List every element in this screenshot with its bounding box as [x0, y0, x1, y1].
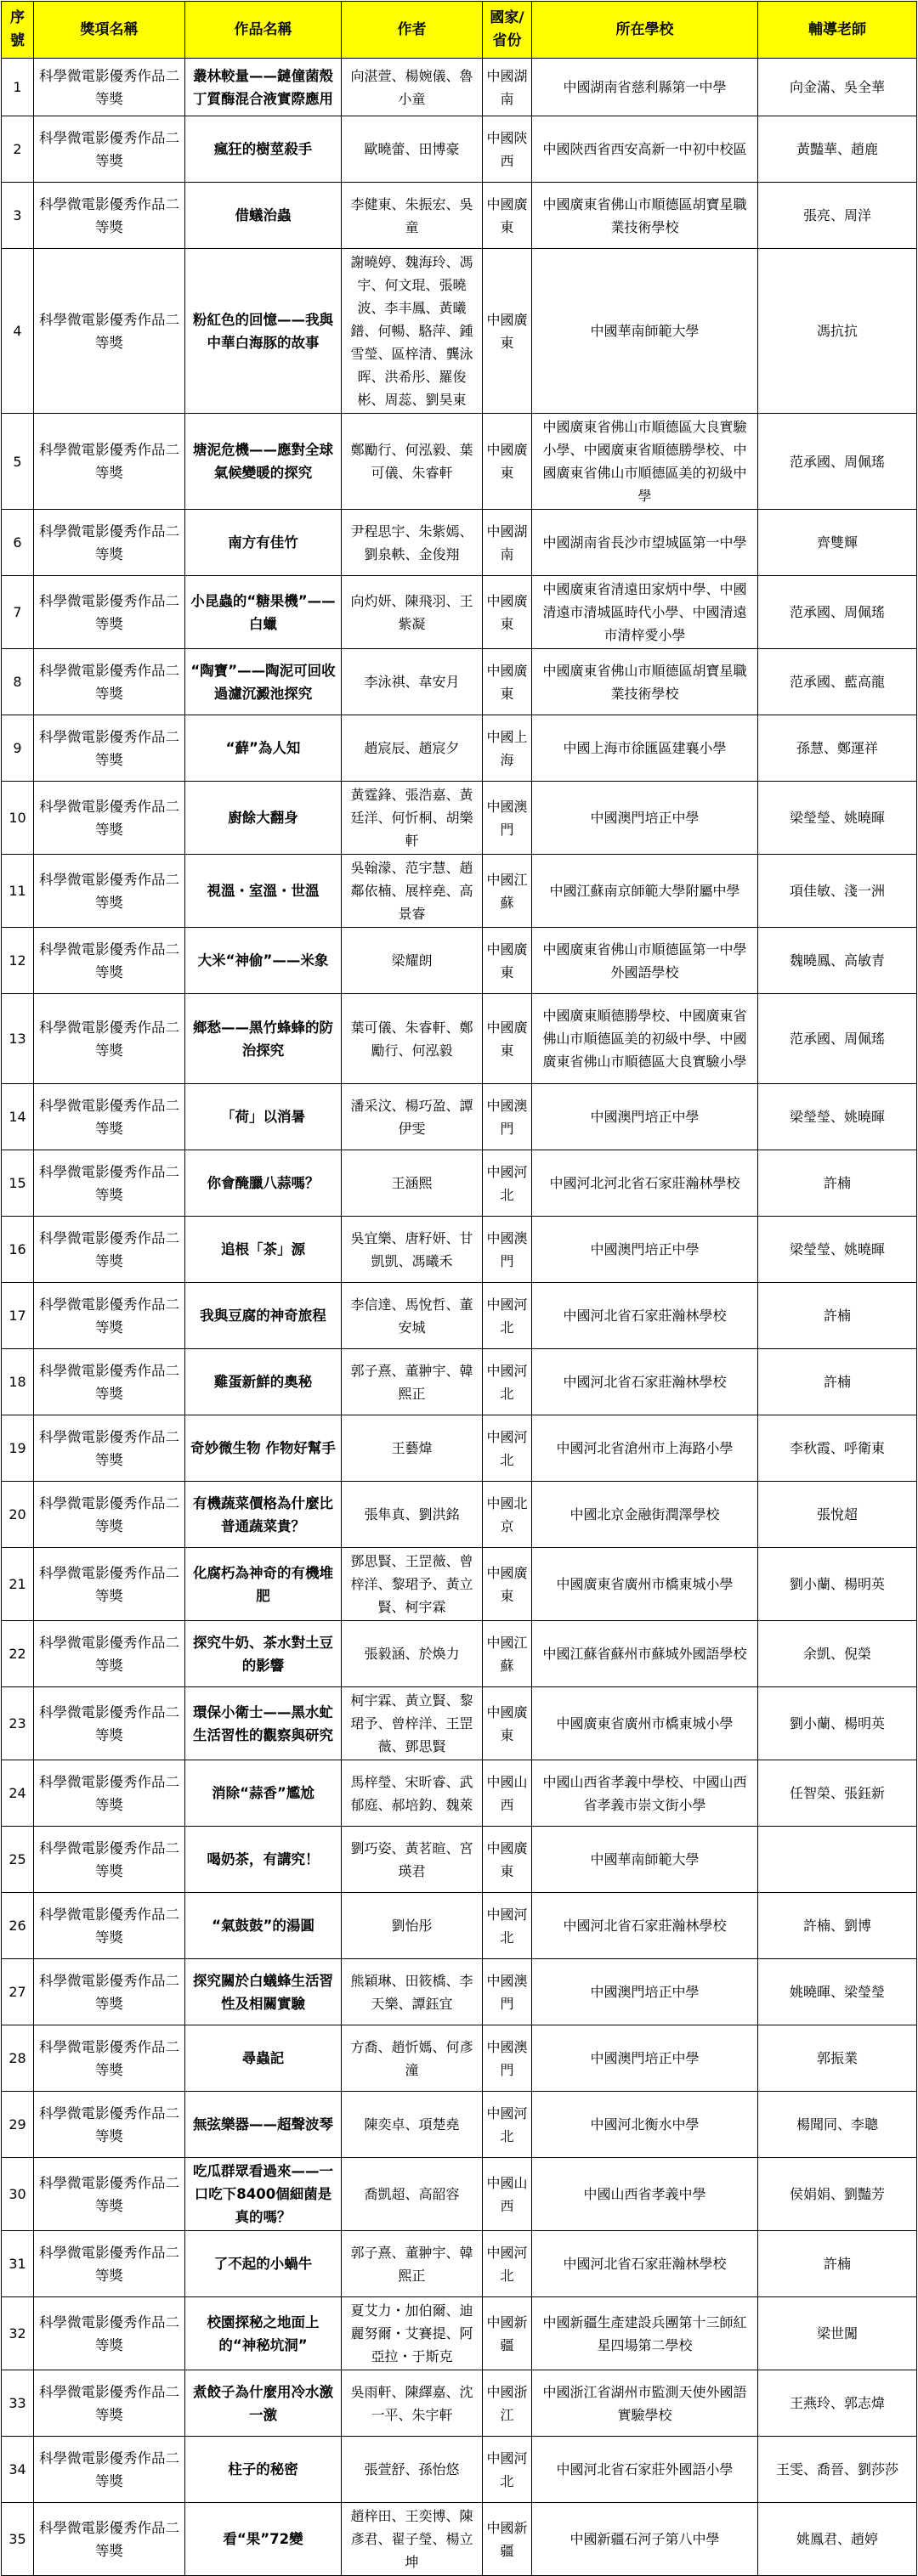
- cell-award: 科學微電影優秀作品二等獎: [34, 1283, 185, 1349]
- cell-school: 中國河北省石家莊瀚林學校: [532, 1349, 758, 1415]
- cell-country: 中國河北: [483, 2092, 532, 2158]
- cell-teacher: 梁瑩瑩、姚曉暉: [758, 1084, 917, 1150]
- cell-country: 中國廣東: [483, 994, 532, 1084]
- cell-author: 馬梓瑩、宋昕睿、武郁庭、郝培鈞、魏萊: [342, 1760, 483, 1827]
- cell-school: 中國廣東省佛山市順德區大良實驗小學、中國廣東省順德勝學校、中國廣東省佛山市順德區美的初級中學: [532, 414, 758, 510]
- cell-no: 1: [2, 59, 34, 116]
- cell-teacher: 許楠: [758, 1349, 917, 1415]
- cell-no: 11: [2, 855, 34, 928]
- cell-author: 李泳祺、韋安月: [342, 649, 483, 715]
- table-row: [2, 1760, 917, 1827]
- cell-no: 32: [2, 2297, 34, 2370]
- cell-work: “蘚”為人知: [185, 715, 342, 782]
- header-author: 作者: [342, 2, 483, 59]
- cell-award: 科學微電影優秀作品二等獎: [34, 1548, 185, 1621]
- cell-award: 科學微電影優秀作品二等獎: [34, 715, 185, 782]
- cell-author: 陳奕卓、項楚堯: [342, 2092, 483, 2158]
- cell-author: 劉巧姿、黃茗暄、宮瑛君: [342, 1827, 483, 1893]
- cell-no: 3: [2, 183, 34, 249]
- cell-school: 中國浙江省湖州市監測天使外國語實驗學校: [532, 2370, 758, 2437]
- cell-country: 中國河北: [483, 1283, 532, 1349]
- cell-school: 中國江蘇南京師範大學附屬中學: [532, 855, 758, 928]
- cell-teacher: 姚鳳君、趙婷: [758, 2503, 917, 2576]
- cell-school: 中國河北河北省石家莊瀚林學校: [532, 1150, 758, 1217]
- cell-award: 科學微電影優秀作品二等獎: [34, 1959, 185, 2025]
- cell-no: 9: [2, 715, 34, 782]
- cell-award: 科學微電影優秀作品二等獎: [34, 510, 185, 576]
- cell-work: 叢林較量——鏈僮菌殼丁質酶混合液實際應用: [185, 59, 342, 116]
- cell-country: 中國廣東: [483, 414, 532, 510]
- cell-no: 16: [2, 1217, 34, 1283]
- cell-award: 科學微電影優秀作品二等獎: [34, 994, 185, 1084]
- cell-no: 24: [2, 1760, 34, 1827]
- cell-author: 潘采汶、楊巧盈、譚伊雯: [342, 1084, 483, 1150]
- cell-no: 19: [2, 1415, 34, 1482]
- cell-author: 吳宜樂、唐籽妍、甘凱凱、馮曦禾: [342, 1217, 483, 1283]
- table-row: [2, 2158, 917, 2231]
- cell-author: 吳雨軒、陳繹嘉、沈一平、朱宇軒: [342, 2370, 483, 2437]
- cell-country: 中國上海: [483, 715, 532, 782]
- cell-school: 中國華南師範大學: [532, 249, 758, 414]
- cell-author: 向灼妍、陳飛羽、王紫凝: [342, 576, 483, 649]
- cell-country: 中國澳門: [483, 782, 532, 855]
- cell-no: 21: [2, 1548, 34, 1621]
- cell-no: 12: [2, 928, 34, 994]
- table-row: [2, 1217, 917, 1283]
- cell-teacher: 梁瑩瑩、姚曉暉: [758, 782, 917, 855]
- cell-work: 喝奶茶，有講究！: [185, 1827, 342, 1893]
- cell-no: 23: [2, 1687, 34, 1760]
- cell-award: 科學微電影優秀作品二等獎: [34, 1687, 185, 1760]
- cell-school: 中國河北衡水中學: [532, 2092, 758, 2158]
- cell-school: 中國新疆石河子第八中學: [532, 2503, 758, 2576]
- cell-teacher: 許楠: [758, 1150, 917, 1217]
- table-row: [2, 116, 917, 183]
- cell-work: 我與豆腐的神奇旅程: [185, 1283, 342, 1349]
- cell-no: 14: [2, 1084, 34, 1150]
- cell-work: 瘋狂的樹莖殺手: [185, 116, 342, 183]
- cell-no: 5: [2, 414, 34, 510]
- cell-work: “陶寶”——陶泥可回收過濾沉澱池探究: [185, 649, 342, 715]
- cell-country: 中國廣東: [483, 1548, 532, 1621]
- cell-award: 科學微電影優秀作品二等獎: [34, 59, 185, 116]
- cell-school: 中國河北省滄州市上海路小學: [532, 1415, 758, 1482]
- cell-teacher: 劉小蘭、楊明英: [758, 1687, 917, 1760]
- cell-country: 中國澳門: [483, 1217, 532, 1283]
- cell-school: 中國陝西省西安高新一中初中校區: [532, 116, 758, 183]
- cell-award: 科學微電影優秀作品二等獎: [34, 1827, 185, 1893]
- cell-work: 追根「茶」源: [185, 1217, 342, 1283]
- table-row: [2, 1827, 917, 1893]
- table-row: [2, 1349, 917, 1415]
- cell-country: 中國廣東: [483, 1687, 532, 1760]
- cell-award: 科學微電影優秀作品二等獎: [34, 249, 185, 414]
- cell-work: 雞蛋新鮮的奧秘: [185, 1349, 342, 1415]
- cell-work: 視溫・室溫・世溫: [185, 855, 342, 928]
- table-row: [2, 576, 917, 649]
- cell-school: 中國北京金融街潤澤學校: [532, 1482, 758, 1548]
- table-row: [2, 1482, 917, 1548]
- cell-teacher: 劉小蘭、楊明英: [758, 1548, 917, 1621]
- cell-award: 科學微電影優秀作品二等獎: [34, 2437, 185, 2503]
- table-row: [2, 2025, 917, 2092]
- cell-author: 夏艾力・加伯爾、迪麗努爾・艾賽提、阿亞拉・于斯克: [342, 2297, 483, 2370]
- cell-author: 鄧思賢、王罡薇、曾梓洋、黎珺予、黃立賢、柯宇霖: [342, 1548, 483, 1621]
- cell-author: 王涵熙: [342, 1150, 483, 1217]
- cell-author: 歐曉蕾、田博豪: [342, 116, 483, 183]
- cell-country: 中國廣東: [483, 928, 532, 994]
- table-row: [2, 59, 917, 116]
- cell-teacher: 余凱、倪榮: [758, 1621, 917, 1687]
- cell-author: 熊穎琳、田筱橋、李天樂、譚鈺宜: [342, 1959, 483, 2025]
- cell-award: 科學微電影優秀作品二等獎: [34, 414, 185, 510]
- award-table: [1, 1, 917, 2576]
- cell-teacher: 姚曉暉、梁瑩瑩: [758, 1959, 917, 2025]
- table-row: [2, 510, 917, 576]
- table-row: [2, 1687, 917, 1760]
- cell-work: 柱子的秘密: [185, 2437, 342, 2503]
- cell-country: 中國廣東: [483, 183, 532, 249]
- cell-school: 中國河北省石家莊外國語小學: [532, 2437, 758, 2503]
- cell-teacher: 馮抗抗: [758, 249, 917, 414]
- cell-teacher: 梁世闖: [758, 2297, 917, 2370]
- cell-country: 中國湖南: [483, 59, 532, 116]
- cell-work: 粉紅色的回憶——我與中華白海豚的故事: [185, 249, 342, 414]
- cell-no: 25: [2, 1827, 34, 1893]
- cell-country: 中國北京: [483, 1482, 532, 1548]
- cell-teacher: 范承國、周佩瑤: [758, 576, 917, 649]
- cell-no: 34: [2, 2437, 34, 2503]
- header-country: 國家/省份: [483, 2, 532, 59]
- cell-author: 郭子熹、董翀宇、韓熙正: [342, 2231, 483, 2297]
- cell-no: 27: [2, 1959, 34, 2025]
- cell-author: 趙梓田、王奕博、陳彥君、翟子瑩、楊立坤: [342, 2503, 483, 2576]
- cell-award: 科學微電影優秀作品二等獎: [34, 1150, 185, 1217]
- cell-work: 你會醃臘八蒜嗎？: [185, 1150, 342, 1217]
- cell-work: 環保小衛士——黑水虻生活習性的觀察與研究: [185, 1687, 342, 1760]
- cell-work: 吃瓜群眾看過來——一口吃下8400個細菌是真的嗎？: [185, 2158, 342, 2231]
- cell-country: 中國新疆: [483, 2297, 532, 2370]
- table-row: [2, 782, 917, 855]
- cell-author: 張萱舒、孫怡悠: [342, 2437, 483, 2503]
- cell-work: 煮餃子為什麼用冷水激一激: [185, 2370, 342, 2437]
- cell-country: 中國浙江: [483, 2370, 532, 2437]
- cell-teacher: 任智榮、張鈺新: [758, 1760, 917, 1827]
- table-body: [2, 59, 917, 2576]
- table-row: [2, 1959, 917, 2025]
- cell-author: 郭子熹、董翀宇、韓熙正: [342, 1349, 483, 1415]
- header-teacher: 輔導老師: [758, 2, 917, 59]
- cell-country: 中國山西: [483, 2158, 532, 2231]
- table-row: [2, 1415, 917, 1482]
- cell-no: 33: [2, 2370, 34, 2437]
- cell-award: 科學微電影優秀作品二等獎: [34, 2297, 185, 2370]
- cell-work: 化腐朽為神奇的有機堆肥: [185, 1548, 342, 1621]
- table-row: [2, 649, 917, 715]
- cell-school: 中國廣東省佛山市順德區胡寶星職業技術學校: [532, 649, 758, 715]
- cell-teacher: 許楠、劉博: [758, 1893, 917, 1959]
- cell-school: 中國廣東順德勝學校、中國廣東省佛山市順德區美的初級中學、中國廣東省佛山市順德區大良實驗小學: [532, 994, 758, 1084]
- cell-teacher: 郭振業: [758, 2025, 917, 2092]
- cell-teacher: 孫慧、鄭運祥: [758, 715, 917, 782]
- cell-country: 中國澳門: [483, 1084, 532, 1150]
- cell-author: 趙宸辰、趙宸夕: [342, 715, 483, 782]
- cell-country: 中國河北: [483, 1349, 532, 1415]
- cell-school: 中國山西省孝義中學: [532, 2158, 758, 2231]
- cell-work: 大米“神偷”——米象: [185, 928, 342, 994]
- cell-author: 劉怡彤: [342, 1893, 483, 1959]
- cell-work: 校園探秘之地面上的“神秘坑洞”: [185, 2297, 342, 2370]
- cell-teacher: [758, 1827, 917, 1893]
- cell-work: 有機蔬菜價格為什麼比普通蔬菜貴？: [185, 1482, 342, 1548]
- table-row: [2, 1893, 917, 1959]
- cell-no: 7: [2, 576, 34, 649]
- cell-country: 中國河北: [483, 2437, 532, 2503]
- cell-award: 科學微電影優秀作品二等獎: [34, 1621, 185, 1687]
- cell-school: 中國廣東省佛山市順德區胡寶星職業技術學校: [532, 183, 758, 249]
- cell-author: 喬凱超、高韶容: [342, 2158, 483, 2231]
- cell-school: 中國江蘇省蘇州市蘇城外國語學校: [532, 1621, 758, 1687]
- cell-no: 6: [2, 510, 34, 576]
- cell-work: 借蟻治蟲: [185, 183, 342, 249]
- cell-country: 中國河北: [483, 1415, 532, 1482]
- table-row: [2, 715, 917, 782]
- cell-country: 中國廣東: [483, 649, 532, 715]
- cell-no: 18: [2, 1349, 34, 1415]
- cell-author: 向湛萱、楊婉儀、魯小童: [342, 59, 483, 116]
- cell-award: 科學微電影優秀作品二等獎: [34, 576, 185, 649]
- cell-country: 中國新疆: [483, 2503, 532, 2576]
- cell-country: 中國廣東: [483, 576, 532, 649]
- cell-award: 科學微電影優秀作品二等獎: [34, 2503, 185, 2576]
- cell-country: 中國江蘇: [483, 1621, 532, 1687]
- table-row: [2, 249, 917, 414]
- table-row: [2, 2370, 917, 2437]
- cell-school: 中國湖南省長沙市望城區第一中學: [532, 510, 758, 576]
- cell-school: 中國河北省石家莊瀚林學校: [532, 1283, 758, 1349]
- cell-no: 30: [2, 2158, 34, 2231]
- cell-award: 科學微電影優秀作品二等獎: [34, 1217, 185, 1283]
- cell-country: 中國澳門: [483, 1959, 532, 2025]
- cell-school: 中國廣東省清遠田家炳中學、中國清遠市清城區時代小學、中國清遠市清梓愛小學: [532, 576, 758, 649]
- cell-teacher: 黃豔華、趙鹿: [758, 116, 917, 183]
- cell-work: 鄉愁——黑竹蜂蜂的防治探究: [185, 994, 342, 1084]
- cell-teacher: 向金滿、吳全華: [758, 59, 917, 116]
- cell-school: 中國山西省孝義中學校、中國山西省孝義市崇文街小學: [532, 1760, 758, 1827]
- cell-author: 尹程思宇、朱紫嫣、劉泉軼、金俊翔: [342, 510, 483, 576]
- cell-no: 29: [2, 2092, 34, 2158]
- cell-country: 中國陝西: [483, 116, 532, 183]
- cell-author: 張隼真、劉洪銘: [342, 1482, 483, 1548]
- header-school: 所在學校: [532, 2, 758, 59]
- cell-work: 看“果”72變: [185, 2503, 342, 2576]
- cell-work: 無弦樂器——超聲波琴: [185, 2092, 342, 2158]
- cell-teacher: 張悅超: [758, 1482, 917, 1548]
- cell-teacher: 侯娟娟、劉豔芳: [758, 2158, 917, 2231]
- table-row: [2, 183, 917, 249]
- cell-author: 鄭勵行、何泓毅、葉可儀、朱睿軒: [342, 414, 483, 510]
- cell-teacher: 齊雙輝: [758, 510, 917, 576]
- cell-teacher: 梁瑩瑩、姚曉暉: [758, 1217, 917, 1283]
- cell-award: 科學微電影優秀作品二等獎: [34, 2231, 185, 2297]
- cell-work: 小昆蟲的“糖果機”——白蠟: [185, 576, 342, 649]
- cell-work: 探究關於白蟻蜂生活習性及相關實驗: [185, 1959, 342, 2025]
- cell-no: 15: [2, 1150, 34, 1217]
- cell-award: 科學微電影優秀作品二等獎: [34, 1349, 185, 1415]
- cell-work: 了不起的小蝸牛: [185, 2231, 342, 2297]
- cell-work: 探究牛奶、茶水對土豆的影響: [185, 1621, 342, 1687]
- cell-no: 28: [2, 2025, 34, 2092]
- table-row: [2, 994, 917, 1084]
- cell-award: 科學微電影優秀作品二等獎: [34, 1084, 185, 1150]
- cell-teacher: 許楠: [758, 1283, 917, 1349]
- table-row: [2, 855, 917, 928]
- cell-award: 科學微電影優秀作品二等獎: [34, 1760, 185, 1827]
- table-row: [2, 2092, 917, 2158]
- cell-no: 20: [2, 1482, 34, 1548]
- cell-school: 中國廣東省廣州市橋東城小學: [532, 1548, 758, 1621]
- cell-no: 10: [2, 782, 34, 855]
- cell-award: 科學微電影優秀作品二等獎: [34, 2158, 185, 2231]
- cell-author: 黃霆鋒、張浩嘉、黃廷洋、何忻桐、胡樂軒: [342, 782, 483, 855]
- table-row: [2, 928, 917, 994]
- cell-teacher: 張亮、周洋: [758, 183, 917, 249]
- cell-teacher: 王雯、喬晉、劉莎莎: [758, 2437, 917, 2503]
- header-work: 作品名稱: [185, 2, 342, 59]
- table-row: [2, 2231, 917, 2297]
- cell-school: 中國澳門培正中學: [532, 2025, 758, 2092]
- cell-country: 中國廣東: [483, 1827, 532, 1893]
- cell-author: 梁耀朗: [342, 928, 483, 994]
- cell-award: 科學微電影優秀作品二等獎: [34, 855, 185, 928]
- cell-country: 中國山西: [483, 1760, 532, 1827]
- cell-award: 科學微電影優秀作品二等獎: [34, 2092, 185, 2158]
- cell-work: 「荷」以消暑: [185, 1084, 342, 1150]
- cell-school: 中國澳門培正中學: [532, 1959, 758, 2025]
- cell-country: 中國河北: [483, 1893, 532, 1959]
- cell-author: 謝曉婷、魏海玲、馮宇、何文琨、張曉波、李丰鳳、黃曦鐠、何暢、駱萍、鍾雪瑩、區梓清、龔泳晖、洪希彤、羅俊彬、周蕊、劉昊東: [342, 249, 483, 414]
- cell-school: 中國澳門培正中學: [532, 782, 758, 855]
- cell-work: 南方有佳竹: [185, 510, 342, 576]
- cell-author: 柯宇霖、黃立賢、黎珺予、曾梓洋、王罡薇、鄧思賢: [342, 1687, 483, 1760]
- cell-school: 中國廣東省佛山市順德區第一中學外國語學校: [532, 928, 758, 994]
- cell-award: 科學微電影優秀作品二等獎: [34, 183, 185, 249]
- cell-no: 31: [2, 2231, 34, 2297]
- cell-work: 塘泥危機——應對全球氣候變暖的探究: [185, 414, 342, 510]
- cell-school: 中國新疆生產建設兵團第十三師紅星四場第二學校: [532, 2297, 758, 2370]
- cell-award: 科學微電影優秀作品二等獎: [34, 2370, 185, 2437]
- cell-country: 中國河北: [483, 2231, 532, 2297]
- table-row: [2, 2297, 917, 2370]
- cell-school: 中國澳門培正中學: [532, 1084, 758, 1150]
- cell-teacher: 李秋霞、呼衛東: [758, 1415, 917, 1482]
- cell-no: 26: [2, 1893, 34, 1959]
- cell-author: 王藝煒: [342, 1415, 483, 1482]
- cell-school: 中國澳門培正中學: [532, 1217, 758, 1283]
- cell-school: 中國河北省石家莊瀚林學校: [532, 2231, 758, 2297]
- cell-work: 奇妙微生物 作物好幫手: [185, 1415, 342, 1482]
- cell-award: 科學微電影優秀作品二等獎: [34, 2025, 185, 2092]
- cell-no: 8: [2, 649, 34, 715]
- cell-no: 17: [2, 1283, 34, 1349]
- cell-award: 科學微電影優秀作品二等獎: [34, 782, 185, 855]
- cell-country: 中國河北: [483, 1150, 532, 1217]
- cell-teacher: 范承國、周佩瑤: [758, 414, 917, 510]
- cell-author: 葉可儀、朱睿軒、鄭勵行、何泓毅: [342, 994, 483, 1084]
- cell-no: 2: [2, 116, 34, 183]
- cell-author: 方喬、趙忻媽、何彥潼: [342, 2025, 483, 2092]
- cell-teacher: 項佳敏、淺一洲: [758, 855, 917, 928]
- cell-country: 中國廣東: [483, 249, 532, 414]
- cell-school: 中國河北省石家莊瀚林學校: [532, 1893, 758, 1959]
- cell-country: 中國湖南: [483, 510, 532, 576]
- table-row: [2, 1621, 917, 1687]
- cell-country: 中國澳門: [483, 2025, 532, 2092]
- header-award: 獎項名稱: [34, 2, 185, 59]
- cell-award: 科學微電影優秀作品二等獎: [34, 649, 185, 715]
- cell-award: 科學微電影優秀作品二等獎: [34, 928, 185, 994]
- cell-work: “氣鼓鼓”的湯圓: [185, 1893, 342, 1959]
- cell-teacher: 范承國、藍高龍: [758, 649, 917, 715]
- cell-teacher: 楊聞同、李聰: [758, 2092, 917, 2158]
- cell-school: 中國上海市徐匯區建襄小學: [532, 715, 758, 782]
- cell-no: 4: [2, 249, 34, 414]
- header-no: 序號: [2, 2, 34, 59]
- cell-author: 吳翰濛、范宇慧、趙鄰依楠、展梓堯、高景睿: [342, 855, 483, 928]
- cell-teacher: 范承國、周佩瑤: [758, 994, 917, 1084]
- cell-author: 李信達、馬悅哲、董安城: [342, 1283, 483, 1349]
- cell-country: 中國江蘇: [483, 855, 532, 928]
- cell-teacher: 魏曉鳳、高敏青: [758, 928, 917, 994]
- cell-author: 李健東、朱振宏、吳童: [342, 183, 483, 249]
- table-row: [2, 414, 917, 510]
- table-row: [2, 1283, 917, 1349]
- table-row: [2, 1548, 917, 1621]
- cell-work: 尋蟲記: [185, 2025, 342, 2092]
- table-row: [2, 1150, 917, 1217]
- cell-author: 張毅涵、於煥力: [342, 1621, 483, 1687]
- cell-award: 科學微電影優秀作品二等獎: [34, 1893, 185, 1959]
- cell-work: 消除“蒜香”尷尬: [185, 1760, 342, 1827]
- cell-no: 13: [2, 994, 34, 1084]
- cell-award: 科學微電影優秀作品二等獎: [34, 1482, 185, 1548]
- cell-school: 中國華南師範大學: [532, 1827, 758, 1893]
- cell-work: 廚餘大翻身: [185, 782, 342, 855]
- cell-award: 科學微電影優秀作品二等獎: [34, 116, 185, 183]
- header-row: [2, 2, 917, 59]
- cell-award: 科學微電影優秀作品二等獎: [34, 1415, 185, 1482]
- cell-teacher: 許楠: [758, 2231, 917, 2297]
- cell-no: 22: [2, 1621, 34, 1687]
- table-row: [2, 2437, 917, 2503]
- cell-teacher: 王燕玲、郭志煒: [758, 2370, 917, 2437]
- table-row: [2, 1084, 917, 1150]
- cell-school: 中國湖南省慈利縣第一中學: [532, 59, 758, 116]
- cell-school: 中國廣東省廣州市橋東城小學: [532, 1687, 758, 1760]
- table-row: [2, 2503, 917, 2576]
- cell-no: 35: [2, 2503, 34, 2576]
